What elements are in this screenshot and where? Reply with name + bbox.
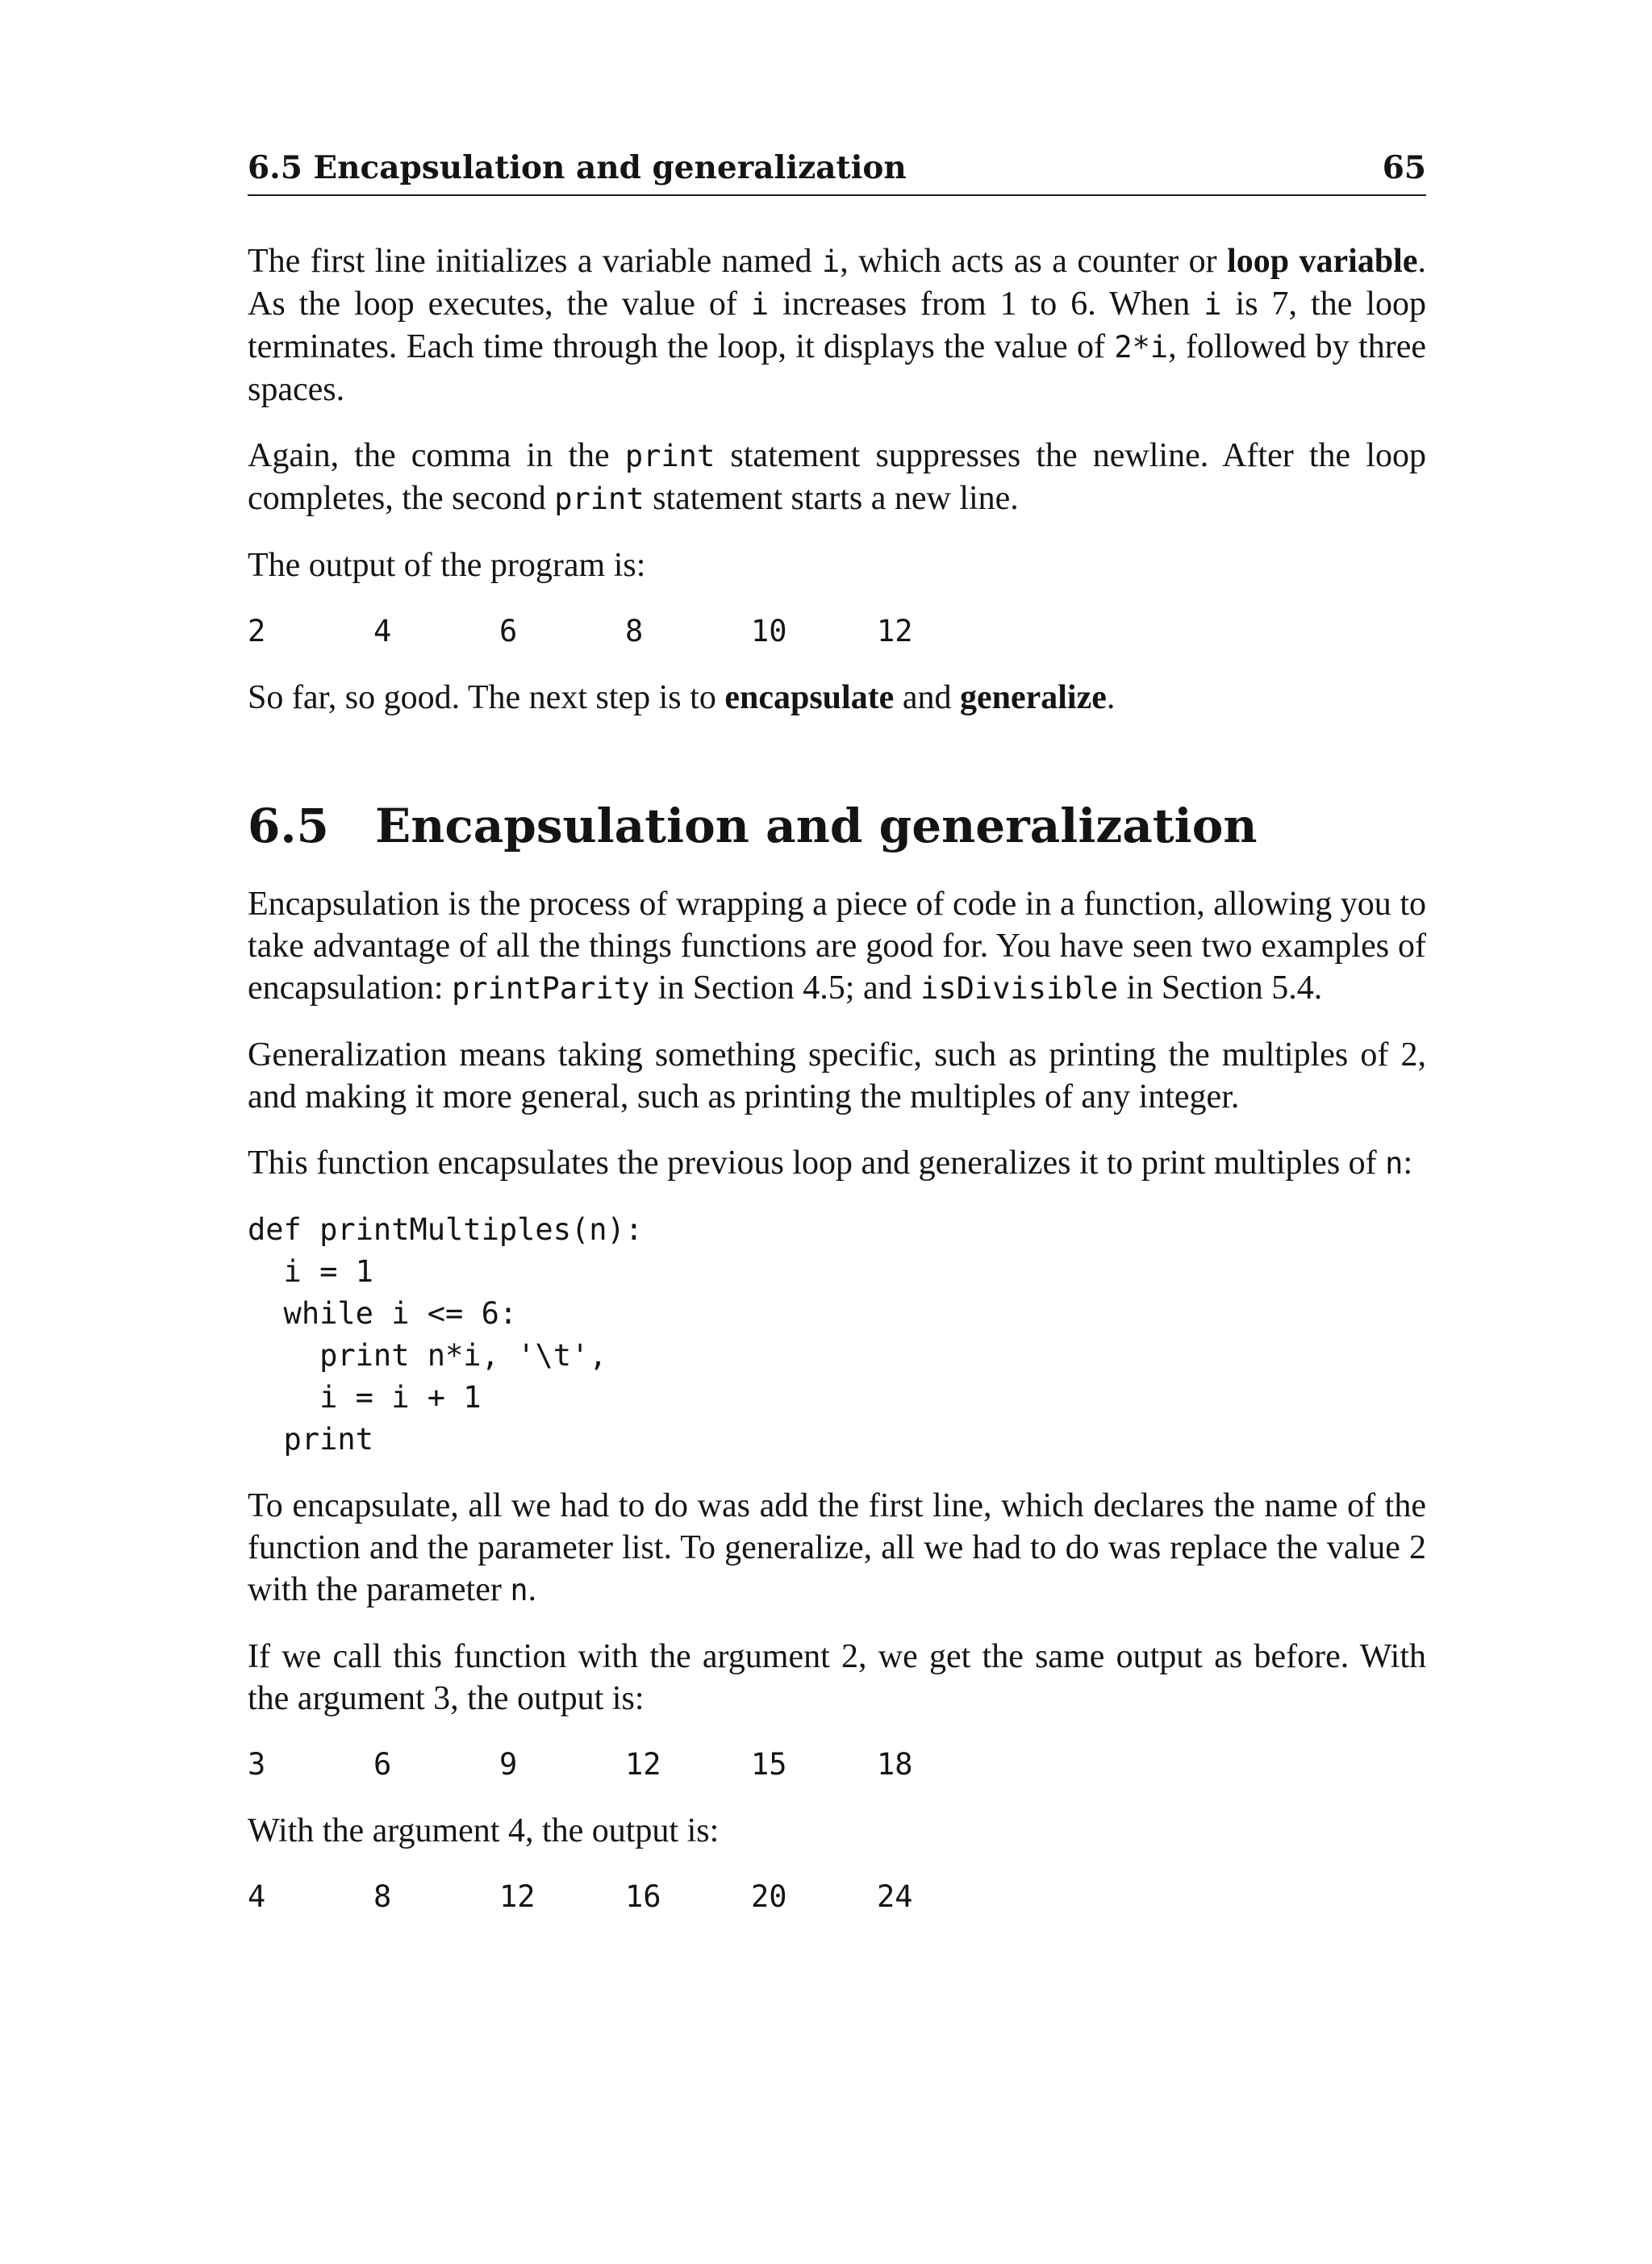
output-value: 4 xyxy=(373,614,392,648)
text: in Section 4.5; and xyxy=(649,969,921,1007)
text: . xyxy=(528,1571,537,1608)
text: Encapsulation is the process of wrapping a piece of code in a function, allowing you to take advantage of all the things functions are good for. You have seen two examples of encapsulation: xyxy=(248,886,1426,1007)
running-header-title: 6.5 Encapsulation and generalization xyxy=(248,149,907,186)
text: and xyxy=(894,679,960,716)
text: . As the loop executes, the value of xyxy=(248,243,1426,323)
text: . xyxy=(1106,679,1116,716)
paragraph-print-comma xyxy=(248,435,1426,520)
output-value: 3 xyxy=(248,1747,266,1782)
text: , followed by three spaces. xyxy=(248,328,1426,408)
output-value: 8 xyxy=(373,1879,392,1914)
page-body xyxy=(248,240,1426,1918)
running-header xyxy=(248,149,1426,196)
output-value: 6 xyxy=(373,1747,392,1782)
page-number: 65 xyxy=(1382,149,1426,186)
paragraph-loop-variable xyxy=(248,240,1426,411)
bold-term: generalize xyxy=(959,679,1107,716)
program-output xyxy=(248,611,1426,653)
inline-code: isDivisible xyxy=(920,971,1119,1006)
output-value: 8 xyxy=(625,614,644,648)
text: increases from 1 to 6. When xyxy=(769,286,1204,323)
paragraph-output-intro: The output of the program is: xyxy=(248,547,646,584)
output-value: 24 xyxy=(877,1879,913,1914)
output-argument-4 xyxy=(248,1876,1426,1918)
text: statement starts a new line. xyxy=(644,480,1019,517)
text: Again, the comma in the xyxy=(248,437,625,474)
output-value: 15 xyxy=(751,1747,787,1782)
output-value: 2 xyxy=(248,614,266,648)
text: is 7, the loop terminates. Each time through the loop, it displays the value of xyxy=(248,286,1427,365)
bold-term: loop variable xyxy=(1227,243,1418,280)
bold-term: encapsulate xyxy=(724,679,895,716)
text: : xyxy=(1403,1145,1413,1182)
inline-code: print xyxy=(554,482,645,516)
text: , which acts as a counter or xyxy=(840,243,1228,280)
output-value: 4 xyxy=(248,1879,266,1914)
text: So far, so good. The next step is to xyxy=(248,679,725,716)
inline-code: i xyxy=(821,244,841,279)
inline-code: 2*i xyxy=(1114,330,1169,365)
output-value: 9 xyxy=(499,1747,518,1782)
inline-code: printParity xyxy=(452,971,650,1006)
output-value: 18 xyxy=(877,1747,913,1782)
section-number: 6.5 xyxy=(248,798,329,853)
output-value: 6 xyxy=(499,614,518,648)
paragraph-encapsulation xyxy=(248,883,1426,1010)
output-value: 12 xyxy=(625,1747,661,1782)
text: To encapsulate, all we had to do was add the first line, which declares the name of the function and the parameter list. To generalize, all we had to do was replace the value 2 with the parameter xyxy=(248,1487,1426,1608)
text: The first line initializes a variable named xyxy=(248,243,822,280)
section-heading xyxy=(248,798,1426,854)
text: This function encapsulates the previous loop and generalizes it to print multiples of xyxy=(248,1145,1386,1182)
paragraph-function-intro xyxy=(248,1142,1426,1185)
paragraph-argument-4: With the argument 4, the output is: xyxy=(248,1812,720,1849)
inline-code: print xyxy=(624,439,715,473)
output-value: 20 xyxy=(751,1879,787,1914)
paragraph-argument-3: If we call this function with the argument 2, we get the same output as before. With the argument 3, the output is: xyxy=(248,1638,1426,1717)
section-title: Encapsulation and generalization xyxy=(375,798,1258,853)
code-block: def printMultiples(n): i = 1 while i <= 6: print n*i, '\t', i = i + 1 print xyxy=(248,1212,644,1457)
output-value: 12 xyxy=(499,1879,536,1914)
paragraph-explanation xyxy=(248,1485,1426,1611)
text: in Section 5.4. xyxy=(1118,969,1323,1007)
output-value: 12 xyxy=(877,614,913,648)
output-value: 16 xyxy=(625,1879,661,1914)
text: statement suppresses the newline. After the loop completes, the second xyxy=(248,437,1426,517)
inline-code: n xyxy=(1385,1146,1404,1181)
inline-code: n xyxy=(510,1573,528,1607)
inline-code: i xyxy=(1204,287,1222,322)
inline-code: i xyxy=(750,287,770,322)
output-value: 10 xyxy=(751,614,787,648)
paragraph-generalization: Generalization means taking something specific, such as printing the multiples of 2, and making it more general, such as printing the multiples of any integer. xyxy=(248,1036,1426,1115)
paragraph-next-step xyxy=(248,677,1426,719)
output-argument-3 xyxy=(248,1744,1426,1786)
